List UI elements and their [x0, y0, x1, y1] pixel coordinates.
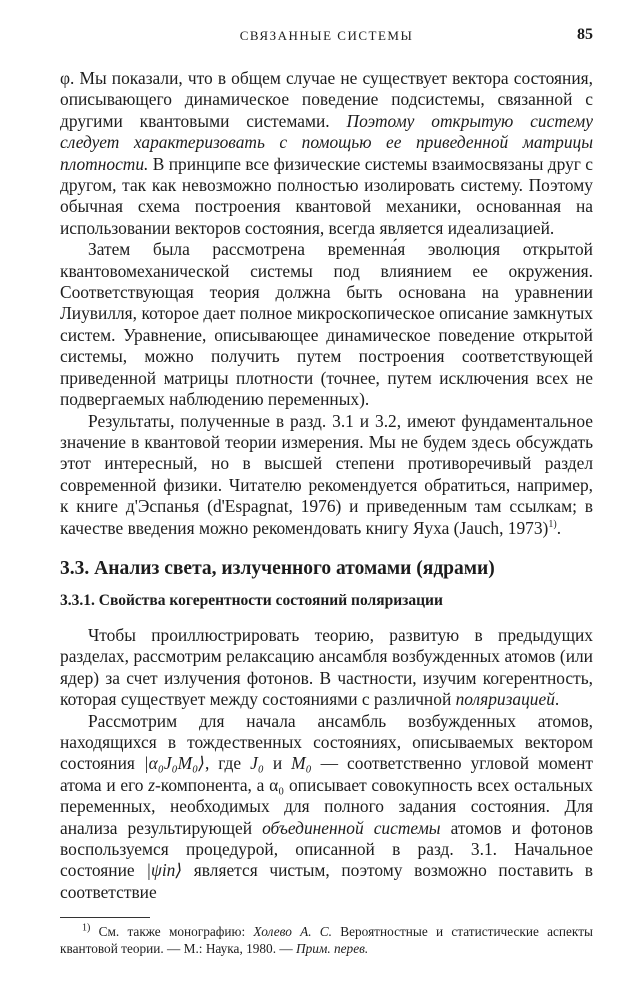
paragraph-4-text-c: .: [554, 689, 560, 710]
footnote-text-a: См. также монографию:: [90, 924, 254, 940]
paragraph-5-text-b: , где: [204, 753, 251, 774]
paragraph-1-text-a: φ. Мы показали, что в общем случае не существует вектора состояния, описывающего динамическое поведение подсистемы, связанной с другими квантовыми системами.: [60, 68, 593, 131]
paragraph-5-text-d: — соответственно угловой момент атома и его: [60, 753, 593, 795]
footnote-marker: 1): [82, 922, 91, 934]
footnote-divider: [60, 917, 150, 918]
paragraph-2: Затем была рассмотрена временна́я эволюция открытой квантовомеханической системы под влиянием ее окружения. Соответствующая теория должна быть основана на уравнении Лиувилля, которое дает полное микроскопическое описание замкнутых систем. Уравнение, описывающее динамическое поведение открытой системы, можно получить путем построения соответствующей приведенной матрицы плотности (точнее, путем исключения всех не подвергаемых наблюдению переменных).: [60, 239, 593, 410]
page-body: [60, 68, 593, 957]
paragraph-4-text-a: Чтобы проиллюстрировать теорию, развитую в предыдущих разделах, рассмотрим релаксацию ансамбля возбужденных атомов (или ядер) за счет излучения фотонов. В частности, изучим когерентность, которая существует между состояниями с различной: [60, 624, 593, 710]
state-vector-ket: |α₀J₀M₀⟩: [143, 753, 205, 774]
footnote-ref: 1): [548, 518, 557, 530]
paragraph-1: [60, 68, 593, 239]
paragraph-5: [60, 711, 593, 904]
paragraph-3-text: Результаты, полученные в разд. 3.1 и 3.2, имеют фундаментальное значение в квантовой теории измерения. Мы не будем здесь обсуждать этот интересный, но в высшей степени противоречивый раздел современной физики. Читателю рекомендуется обратиться, например, к книге д'Эспанья (d'Espagnat, 1976) и приведенным там ссылкам; в качестве введения можно рекомендовать книгу Яуха (Jauch, 1973): [60, 410, 593, 538]
symbol-z: z: [148, 774, 155, 795]
paragraph-5-text-h: является чистым, поэтому возможно поставить в соответствие: [60, 860, 594, 902]
page-header: [60, 28, 593, 52]
paragraph-5-text-e: -компонента, а α₀ описывает совокупность всех остальных переменных, необходимых для полного задания состояния. Для анализа результирующей: [60, 774, 593, 838]
footnote: [60, 924, 593, 957]
subsection-heading: 3.3.1. Свойства когерентности состояний поляризации: [60, 591, 443, 609]
symbol-m0: M₀: [291, 753, 312, 774]
paragraph-5-text-g: атомов и фотонов воспользуемся процедурой, описанной в разд. 3.1. Начальное состояние: [60, 817, 593, 881]
paragraph-4: [60, 625, 593, 711]
footnote-text-b: Вероятностные и статистические аспекты квантовой теории. — М.: Наука, 1980. —: [60, 924, 593, 956]
paragraph-5-text-c: и: [263, 753, 292, 774]
initial-state-ket: |ψin⟩: [146, 860, 183, 881]
paragraph-1-emphasis: Поэтому открытую систему следует характеризовать с помощью ее приведенной матрицы плотности.: [60, 110, 593, 174]
footnote-author: Холево А. С.: [253, 924, 332, 940]
footnote-translator-note: Прим. перев.: [295, 940, 369, 956]
symbol-j0: J₀: [250, 753, 264, 774]
paragraph-3-end: .: [556, 517, 562, 538]
section-heading: 3.3. Анализ света, излученного атомами (ядрами): [60, 557, 495, 579]
paragraph-5-text-a: Рассмотрим для начала ансамбль возбужденных атомов, находящихся в тождественных состояниях, описываемых вектором состояния: [60, 710, 593, 774]
paragraph-5-emphasis: объединенной системы: [262, 817, 441, 838]
paragraph-3: [60, 411, 593, 539]
paragraph-1-text-c: В принципе все физические системы взаимосвязаны друг с другом, так как невозможно полностью изолировать систему. Поэтому обычная схема построения квантовой механики, основанная на использовании векторов состояния, всегда является идеализацией.: [60, 153, 593, 238]
page-number: 85: [577, 26, 593, 43]
paragraph-4-emphasis: поляризацией: [455, 689, 555, 710]
running-title: СВЯЗАННЫЕ СИСТЕМЫ: [239, 28, 414, 43]
